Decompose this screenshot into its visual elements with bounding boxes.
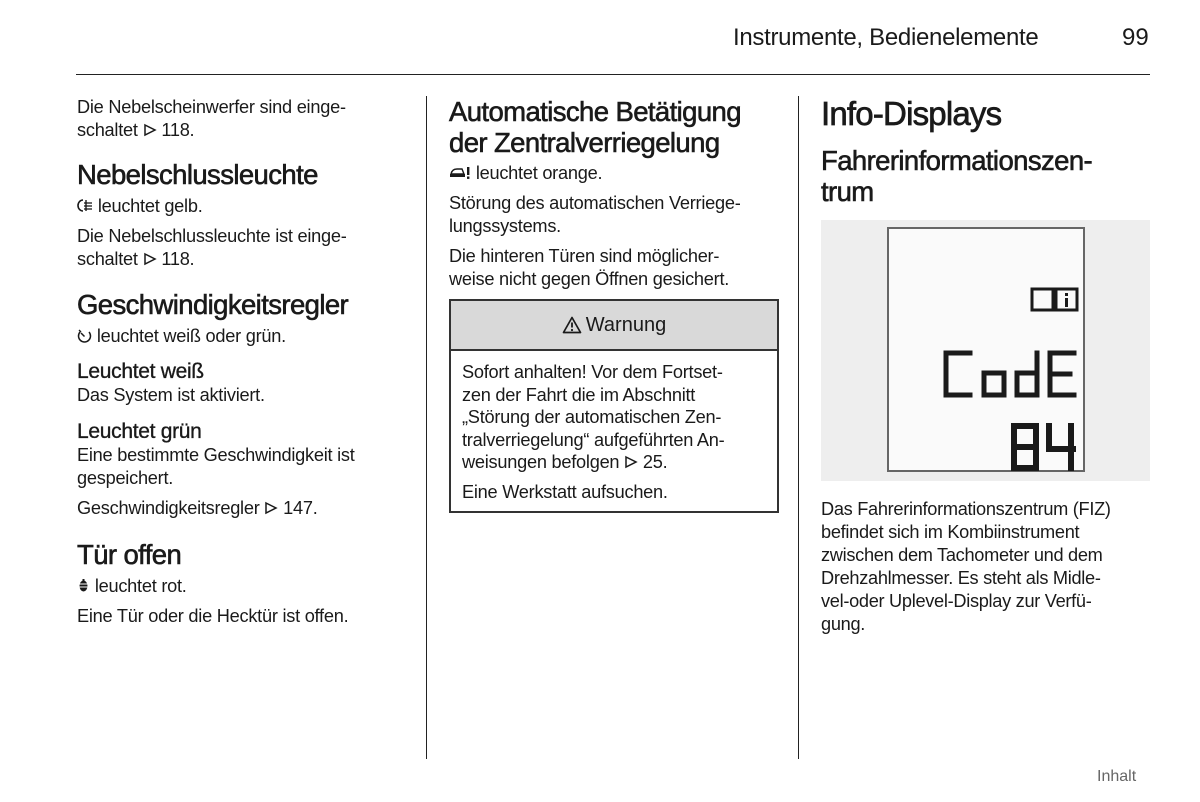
lcd-code-number [1009, 422, 1079, 472]
fog-front-text: Die Nebelscheinwerfer sind einge- schaltet 118. [77, 97, 346, 140]
cruise-status: leuchtet weiß oder grün. [77, 325, 407, 348]
heading-white: Leuchtet weiß [77, 360, 204, 383]
green-text: Eine bestimmte Geschwindigkeit ist gespeichert. [77, 445, 355, 488]
column-middle [449, 96, 779, 513]
page-header-title: Instrumente, Bedienelemente [733, 24, 1039, 51]
header-rule [76, 74, 1150, 75]
warning-header [451, 301, 777, 351]
warning-text: Sofort anhalten! Vor dem Fortset- zen der Fahrt die im Abschnitt „Störung der automatischen Zen- tralverriegelung“ aufgeführten An- weisungen befolgen 25. [462, 362, 725, 472]
footer-contents-link[interactable]: Inhalt [1097, 768, 1137, 785]
locking-status: leuchtet orange. [449, 162, 779, 185]
lcd-illustration [821, 220, 1150, 481]
fog-rear-status: leuchtet gelb. [77, 195, 407, 218]
reference-arrow-icon [143, 123, 157, 137]
rear-doors-text: Die hinteren Türen sind möglicher- weise nicht gegen Öffnen gesichert. [449, 246, 730, 289]
cruise-control-icon [77, 328, 92, 343]
warning-title: Warnung [585, 313, 667, 336]
lcd-display [887, 227, 1085, 472]
cruise-ref-text: Geschwindigkeitsregler 147. [77, 498, 318, 518]
workshop-text: Eine Werkstatt aufsuchen. [462, 481, 668, 502]
reference-arrow-icon [264, 501, 278, 515]
reference-arrow-icon [143, 252, 157, 266]
heading-cruise-control: Geschwindigkeitsregler [77, 289, 349, 320]
door-open-icon [77, 578, 90, 593]
column-left [77, 96, 407, 628]
column-divider-right [798, 96, 799, 759]
page-number: 99 [1122, 24, 1149, 51]
heading-driver-info-center: Fahrerinformationszen- trum [821, 145, 1093, 207]
column-divider-left [426, 96, 427, 759]
heading-central-locking: Automatische Betätigung der Zentralverriegelung [449, 96, 741, 158]
locking-fault-text: Störung des automatischen Verriege- lungssystems. [449, 193, 741, 236]
central-locking-fault-icon [449, 165, 471, 180]
white-text: Das System ist aktiviert. [77, 385, 265, 405]
manual-info-icon [1029, 285, 1081, 313]
warning-body [451, 351, 777, 511]
driver-info-description: Das Fahrerinformationszentrum (FIZ) befindet sich im Kombiinstrument zwischen dem Tachometer und dem Drehzahlmesser. Es steht als Midle- vel-oder Uplevel-Display zur Verfü- gung. [821, 499, 1111, 634]
door-status: leuchtet rot. [77, 575, 407, 598]
column-right [821, 96, 1151, 636]
heading-fog-rear: Nebelschlussleuchte [77, 159, 318, 190]
heading-green: Leuchtet grün [77, 420, 202, 443]
heading-info-displays: Info-Displays [821, 95, 1002, 132]
rear-fog-light-icon [77, 198, 93, 213]
heading-door-open: Tür offen [77, 539, 182, 570]
reference-arrow-icon [624, 455, 638, 469]
door-text: Eine Tür oder die Hecktür ist offen. [77, 606, 349, 626]
warning-box [449, 299, 779, 513]
lcd-code-text [940, 349, 1080, 401]
fog-rear-text: Die Nebelschlussleuchte ist einge- schaltet 118. [77, 226, 347, 269]
warning-triangle-icon [562, 316, 582, 334]
